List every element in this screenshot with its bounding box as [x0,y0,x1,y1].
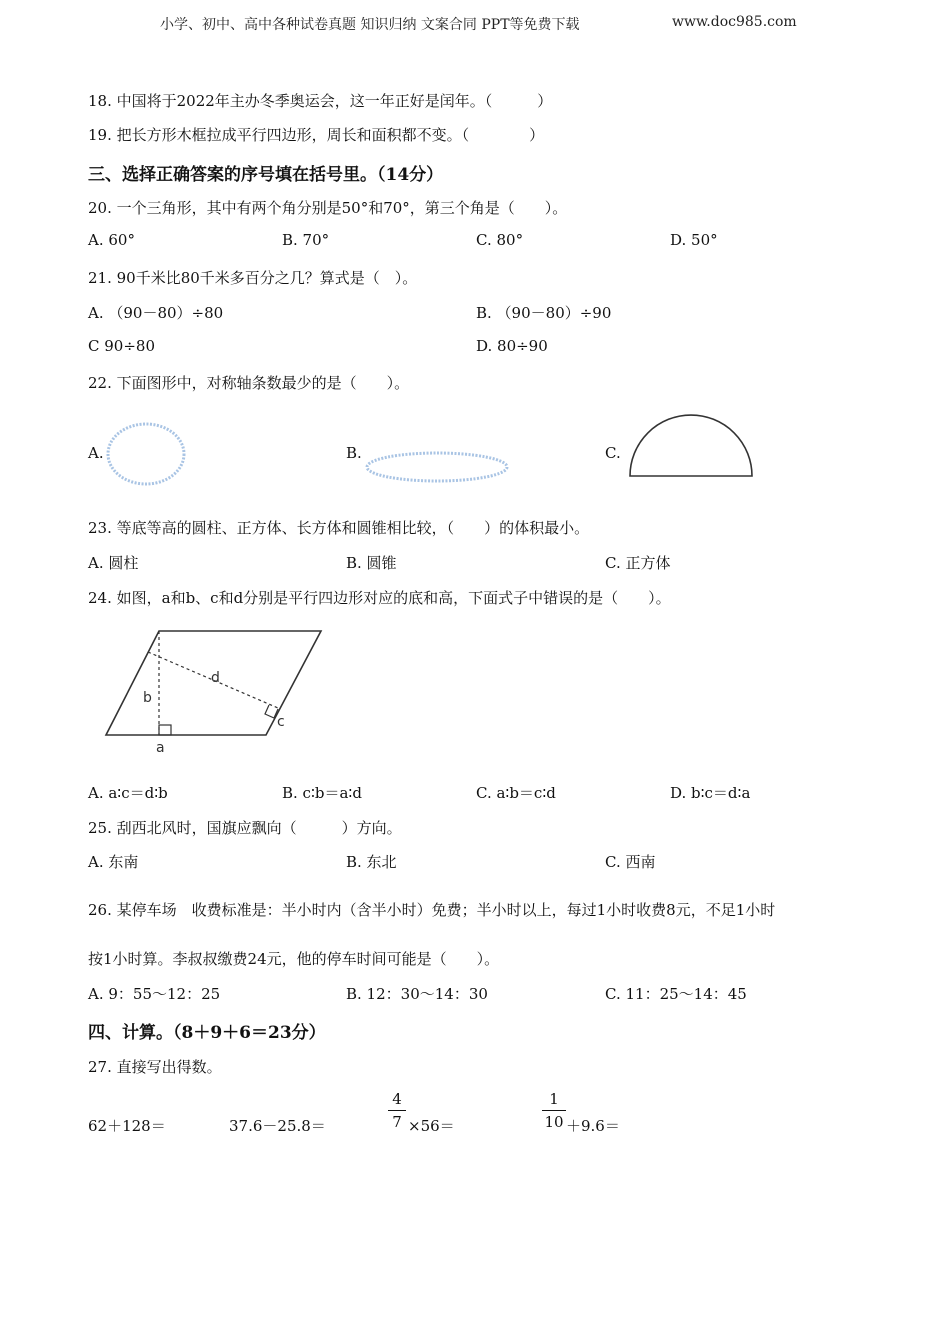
question-22: 22. 下面图形中，对称轴条数最少的是（ ）。 [88,374,410,392]
question-23: 23. 等底等高的圆柱、正方体、长方体和圆锥相比较，（ ）的体积最小。 [88,519,590,537]
q20-option-d: D. 50° [670,231,718,249]
q21-option-c: C 90÷80 [88,337,155,355]
q25-option-b: B. 东北 [346,853,397,871]
q24-option-b: B. c∶b＝a∶d [282,784,362,802]
question-27: 27. 直接写出得数。 [88,1058,222,1076]
section-4-heading: 四、计算。（8＋9＋6＝23分） [88,1023,326,1043]
header-left: 小学、初中、高中各种试卷真题 知识归纳 文案合同 PPT等免费下载 [160,17,580,33]
question-21: 21. 90千米比80千米多百分之几？算式是（ ）。 [88,269,418,287]
calc-item-1: 62＋128＝ [88,1117,166,1135]
label-d: d [211,670,220,686]
q26-option-a: A. 9：55～12：25 [88,985,221,1003]
q26-option-b: B. 12：30～14：30 [346,985,488,1003]
question-20: 20. 一个三角形，其中有两个角分别是50°和70°，第三个角是（ ）。 [88,199,568,217]
q21-option-a: A. （90－80）÷80 [88,304,224,322]
q23-option-b: B. 圆锥 [346,554,397,572]
question-18: 18. 中国将于2022年主办冬季奥运会，这一年正好是闰年。（ ） [88,92,553,110]
calc-item-2: 37.6－25.8＝ [229,1117,326,1135]
header-url[interactable]: www.doc985.com [672,14,797,30]
q25-option-c: C. 西南 [605,853,656,871]
fraction-numerator: 1 [549,1090,559,1108]
question-26-line1: 26. 某停车场 收费标准是：半小时内（含半小时）免费；半小时以上，每过1小时收费8元，不足1小时 [88,901,776,919]
question-19: 19. 把长方形木框拉成平行四边形，周长和面积都不变。（ ） [88,126,545,144]
q24-option-a: A. a∶c＝d∶b [88,784,168,802]
question-24: 24. 如图，a和b、c和d分别是平行四边形对应的底和高，下面式子中错误的是（ ）。 [88,589,671,607]
q25-option-a: A. 东南 [88,853,139,871]
q22-option-a: A. [88,444,104,462]
q21-option-b: B. （90－80）÷90 [476,304,612,322]
q24-option-c: C. a∶b＝c∶d [476,784,556,802]
fraction-denominator: 10 [544,1113,564,1131]
section-3-heading: 三、选择正确答案的序号填在括号里。（14分） [88,165,444,185]
q21-option-d: D. 80÷90 [476,337,548,355]
fraction-1-10 [542,1090,566,1131]
question-25: 25. 刮西北风时，国旗应飘向（ ）方向。 [88,819,402,837]
fraction-4-7 [388,1090,406,1131]
semicircle-figure [626,412,756,480]
fraction-denominator: 7 [392,1113,402,1131]
calc-item-3: ×56＝ [408,1117,455,1135]
calc-item-4: ＋9.6＝ [566,1117,620,1135]
q24-option-d: D. b∶c＝d∶a [670,784,751,802]
q23-option-c: C. 正方体 [605,554,671,572]
label-a: a [156,740,165,755]
parallelogram-figure [100,625,330,755]
q22-option-b: B. [346,444,362,462]
q20-option-a: A. 60° [88,231,135,249]
circle-figure [104,420,188,488]
question-26-line2: 按1小时算。李叔叔缴费24元，他的停车时间可能是（ ）。 [88,950,500,968]
q20-option-b: B. 70° [282,231,330,249]
q20-option-c: C. 80° [476,231,524,249]
label-b: b [143,690,152,706]
fraction-numerator: 4 [392,1090,402,1108]
label-c: c [277,714,285,730]
ellipse-figure [364,450,510,486]
q26-option-c: C. 11：25～14：45 [605,985,747,1003]
q23-option-a: A. 圆柱 [88,554,139,572]
q22-option-c: C. [605,444,621,462]
